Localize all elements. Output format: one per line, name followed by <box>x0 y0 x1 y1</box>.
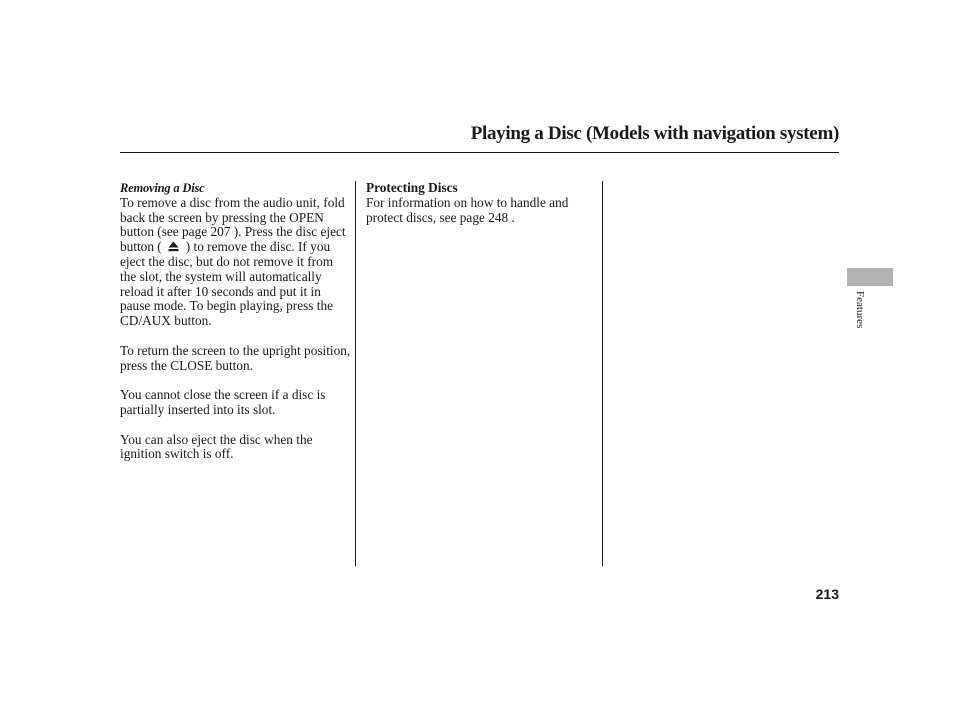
removing-disc-text-2: ) to remove the disc. If you eject the disc, but do not remove it from the slot, the system will automatically reload it after 10 seconds and put it in pause mode. To begin playing, press the CD/AUX button. <box>120 239 334 329</box>
left-column <box>120 181 352 462</box>
page-number: 213 <box>815 586 839 602</box>
title-divider <box>120 152 839 153</box>
page-title: Playing a Disc (Models with navigation system) <box>470 123 839 144</box>
protecting-discs-paragraph: For information on how to handle and protect discs, see page 248 . <box>366 194 569 225</box>
section-tab <box>847 268 893 286</box>
close-screen-paragraph: To return the screen to the upright position, press the CLOSE button. <box>120 342 351 373</box>
removing-disc-text-1: To remove a disc from the audio unit, fold back the screen by pressing the OPEN button (see page 207 ). Press the disc eject button ( <box>120 194 346 255</box>
eject-icon <box>162 240 186 255</box>
column-divider-right <box>602 181 603 566</box>
section-label: Features <box>854 291 866 329</box>
ignition-off-paragraph: You can also eject the disc when the ignition switch is off. <box>120 431 313 462</box>
removing-disc-paragraph <box>120 196 352 329</box>
removing-disc-heading: Removing a Disc <box>120 181 205 195</box>
protecting-discs-heading: Protecting Discs <box>366 180 458 195</box>
middle-column <box>366 181 596 225</box>
partial-disc-paragraph: You cannot close the screen if a disc is partially inserted into its slot. <box>120 387 326 417</box>
column-divider-left <box>355 181 356 566</box>
